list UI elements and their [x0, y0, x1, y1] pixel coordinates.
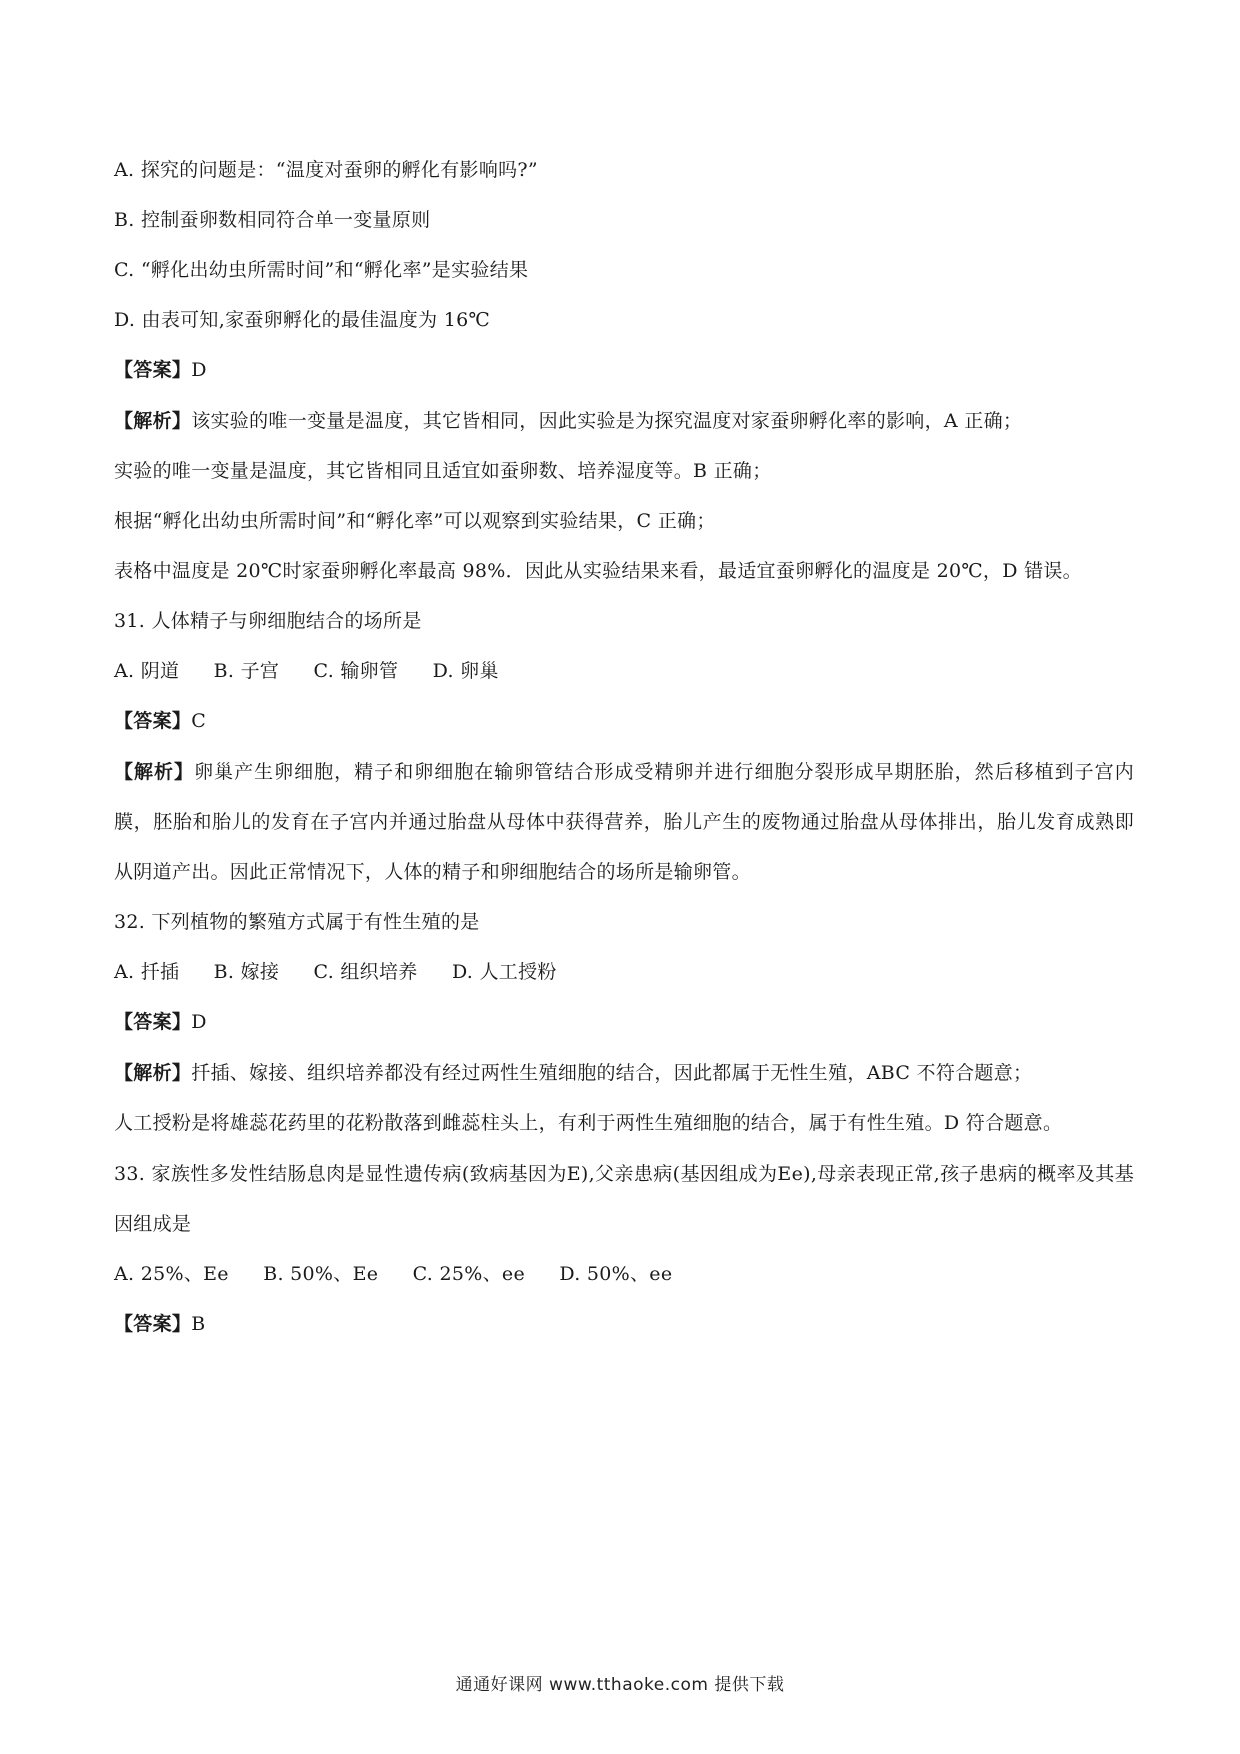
- analysis-paragraph: [114, 747, 1134, 897]
- option-c: C. “孵化出幼虫所需时间”和“孵化率”是实验结果: [114, 259, 529, 281]
- analysis-line: 【解析】该实验的唯一变量是温度，其它皆相同，因此实验是为探究温度对家蚕卵孵化率的影响，A 正确；: [114, 410, 1023, 432]
- option-a: A. 阴道: [114, 660, 180, 682]
- option-list: [114, 657, 1134, 686]
- option-d: D. 50%、ee: [559, 1263, 673, 1285]
- answer-line: [114, 356, 1134, 385]
- question-stem: 32. 下列植物的繁殖方式属于有性生殖的是: [114, 911, 480, 933]
- option-d: D. 卵巢: [432, 660, 499, 682]
- analysis-tag: 【解析】: [114, 761, 195, 783]
- option-d: D. 由表可知,家蚕卵孵化的最佳温度为 16℃: [114, 309, 491, 331]
- option-a: A. 25%、Ee: [114, 1263, 229, 1285]
- answer-value: C: [191, 710, 207, 732]
- option-a: A. 扦插: [114, 961, 180, 983]
- answer-tag: 【答案】: [114, 1313, 192, 1335]
- option-c: C. 25%、ee: [412, 1263, 525, 1285]
- option-a: A. 探究的问题是：“温度对蚕卵的孵化有影响吗?”: [114, 159, 538, 181]
- page-content: [114, 156, 1134, 1360]
- answer-tag: 【答案】: [114, 359, 192, 381]
- answer-value: D: [191, 1011, 207, 1033]
- answer-tag: 【答案】: [114, 710, 192, 732]
- analysis-line: 人工授粉是将雄蕊花药里的花粉散落到雌蕊柱头上，有利于两性生殖细胞的结合，属于有性生殖。D 符合题意。: [114, 1112, 1063, 1134]
- option-b: B. 50%、Ee: [263, 1263, 379, 1285]
- option-b: B. 子宫: [213, 660, 280, 682]
- analysis-line: 【解析】扦插、嫁接、组织培养都没有经过两性生殖细胞的结合，因此都属于无性生殖，ABC 不符合题意；: [114, 1062, 1033, 1084]
- analysis-line: 表格中温度是 20℃时家蚕卵孵化率最高 98%．因此从实验结果来看，最适宜蚕卵孵化的温度是 20℃，D 错误。: [114, 560, 1082, 582]
- analysis-line: 实验的唯一变量是温度，其它皆相同且适宜如蚕卵数、培养湿度等。B 正确；: [114, 460, 772, 482]
- option-list: [114, 958, 1134, 987]
- page-footer: 通通好课网 www.tthaoke.com 提供下载: [455, 1675, 785, 1695]
- option-c: C. 输卵管: [313, 660, 399, 682]
- option-c: C. 组织培养: [313, 961, 418, 983]
- analysis-paragraph: [114, 1048, 1134, 1148]
- answer-line: [114, 1310, 1134, 1339]
- question-stem: 33. 家族性多发性结肠息肉是显性遗传病(致病基因为E),父亲患病(基因组成为Ee),母亲表现正常,孩子患病的概率及其基因组成是: [114, 1163, 1134, 1235]
- option-d: D. 人工授粉: [451, 961, 557, 983]
- analysis-tag: 【解析】: [114, 1062, 192, 1084]
- option-b: B. 嫁接: [213, 961, 280, 983]
- answer-tag: 【答案】: [114, 1011, 192, 1033]
- option-b: B. 控制蚕卵数相同符合单一变量原则: [114, 209, 431, 231]
- analysis-line: 根据“孵化出幼虫所需时间”和“孵化率”可以观察到实验结果，C 正确；: [114, 510, 716, 532]
- question-stem: 31. 人体精子与卵细胞结合的场所是: [114, 610, 422, 632]
- analysis-tag: 【解析】: [114, 410, 192, 432]
- answer-value: B: [191, 1313, 206, 1335]
- option-list: [114, 1260, 1134, 1289]
- answer-line: [114, 707, 1134, 736]
- answer-value: D: [191, 359, 207, 381]
- answer-line: [114, 1008, 1134, 1037]
- analysis-paragraph: [114, 396, 1134, 596]
- analysis-text: 卵巢产生卵细胞，精子和卵细胞在输卵管结合形成受精卵并进行细胞分裂形成早期胚胎，然后移植到子宫内膜，胚胎和胎儿的发育在子宫内并通过胎盘从母体中获得营养，胎儿产生的废物通过胎盘从母体排出，胎儿发育成熟即从阴道产出。因此正常情况下，人体的精子和卵细胞结合的场所是输卵管。: [114, 761, 1134, 883]
